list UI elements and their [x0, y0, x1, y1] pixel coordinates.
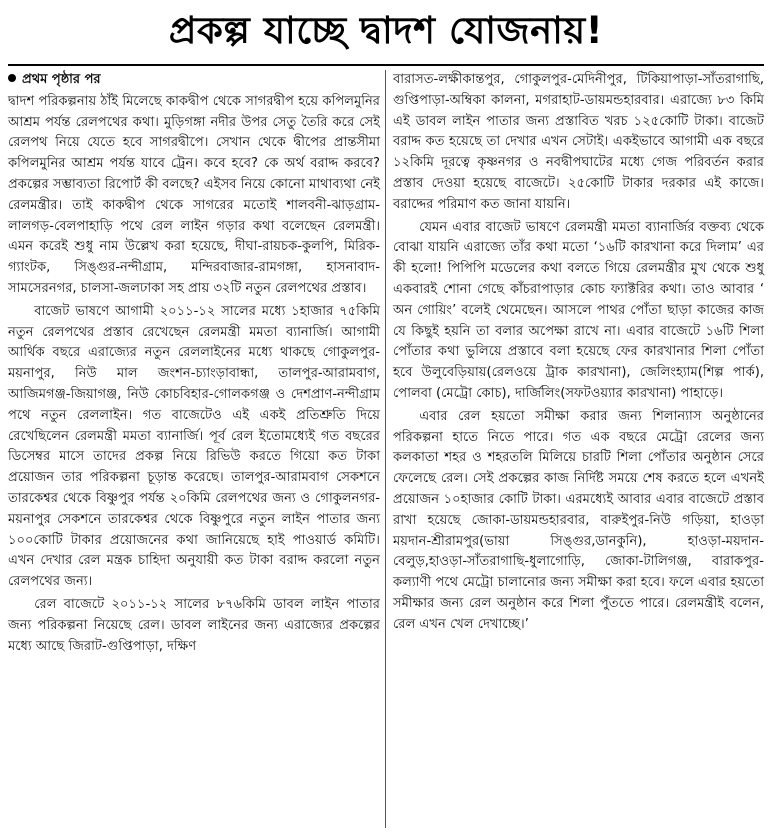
headline: প্রকল্প যাচ্ছে দ্বাদশ যোজনায়!	[168, 8, 604, 52]
paragraph: দ্বাদশ পরিকল্পনায় ঠাঁই মিলেছে কাকদ্বীপ থেকে সাগরদ্বীপ হয়ে কপিলমুনির আশ্রম পর্যন্ত রেলপথের কথা। মুড়িগঙ্গা নদীর উপর সেতু তৈরি করে সেই রেলপথ নিয়ে যেতে হবে সাগরদ্বীপে। সেখান থেকে দ্বীপের প্রান্তসীমা কপিলমুনির আশ্রম পর্যন্ত যাবে ট্রেন। কবে হবে? কে অর্থ বরাদ্দ করবে? প্রকল্পের সম্ভাব্যতা রিপোর্ট কী বলছে? এইসব নিয়ে কোনো মাথাব্যথা নেই রেলমন্ত্রীর। তাই কাকদ্বীপ থেকে সাগরের মতোই শালবনী-ঝাড়গ্রাম-লালগড়-বেলপাহাড়ি পথে রেল লাইন গড়ার কথা বলেছেন রেলমন্ত্রী। এমন করেই শুধু নাম উল্লেখ করা হয়েছে, দীঘা-রায়চক-কুলপি, মিরিক-গ্যাংটক, সিঙ্গুর-নন্দীগ্রাম, মন্দিরবাজার-রামগঙ্গা, হাসনাবাদ-সামসেরনগর, চালসা-জলঢাকা সহ প্রায় ৩২টি নতুন রেলপথের প্রস্তাব।	[8, 93, 380, 296]
paragraph: এবার রেল হয়তো সমীক্ষা করার জন্য শিলান্যাস অনুষ্ঠানের পরিকল্পনা হাতে নিতে পারে। গত এক বছরে মেট্রো রেলের জন্য কলকাতা শহর ও শহরতলি মিলিয়ে চারটি শিলা পোঁতার অনুষ্ঠান সেরে ফেলেছে রেল। সেই প্রকল্পের কাজ নির্দিষ্ট সময়ে শেষ করতে হলে এখনই প্রয়োজন ১০হাজার কোটি টাকা। এরমধ্যেই আবার এবার বাজেটে প্রস্তাব রাখা হয়েছে জোকা-ডায়মন্ডহারবার, বারুইপুর-নিউ গড়িয়া, হাওড়া ময়দান-শ্রীরামপুর(ভায়া সিঙ্গুর,ডানকুনি), হাওড়া-ময়দান-বেলুড়,হাওড়া-সাঁতরাগাছি-ধুলাগোড়ি, জোকা-টালিগঞ্জ, বারাকপুর-কল্যাণী পথে মেট্রো চালানোর জন্য সমীক্ষা করা হবে। ফলে এবার হয়তো সমীক্ষার জন্য রেল অনুষ্ঠান করে শিলা পুঁততে পারে। রেলমন্ত্রীই বলেন, রেল এখন খেল দেখাচ্ছে।’	[393, 408, 764, 632]
paragraph: রেল বাজেটে ২০১১-১২ সালের ৮৭৬কিমি ডাবল লাইন পাতার জন্য পরিকল্পনা নিয়েছে রেল। ডাবল লাইনের জন্য এরাজ্যের প্রকল্পের মধ্যে আছে জিরাট-গুপ্তিপাড়া, দক্ষিণ	[8, 596, 380, 654]
paragraph: বারাসত-লক্ষীকান্তপুর, গোকুলপুর-মেদিনীপুর, টিকিয়াপাড়া-সাঁতরাগাছি, গুপ্তিপাড়া-অম্বিকা কালনা, মগরাহাট-ডায়মন্ডহারবার। এরাজ্যে ৮৩ কিমি এই ডাবল লাইন পাতার জন্য প্রস্তাবিত খরচ ১২৫কোটি টাকা। বাজেট বরাদ্দ কত হয়েছে তা দেখার এখন সেটাই। একইভাবে আগামী এক বছরে ১২কিমি দূরত্বে কৃষ্ণনগর ও নবদ্বীপঘাটের মধ্যে গেজ পরিবর্তন করার প্রস্তাব দেওয়া হয়েছে বাজেটে। ২৫কোটি টাকার দরকার এই কাজে। বরাদ্দের পরিমাণ কত জানা যায়নি।	[393, 72, 764, 212]
column-divider	[385, 70, 386, 828]
left-column	[8, 70, 380, 657]
bullet-icon	[8, 74, 16, 82]
headline-rule	[8, 64, 764, 66]
kicker	[8, 70, 380, 91]
paragraph: যেমন এবার বাজেট ভাষণে রেলমন্ত্রী মমতা ব্যানার্জির বক্তব্য থেকে বোঝা যায়নি এরাজ্যে তাঁর কথা মতো ‘১৬টি কারখানা করে দিলাম’ এর কী হলো! পিপিপি মডেলের কথা বলতে গিয়ে রেলমন্ত্রীর মুখ থেকে শুধু একবারই শোনা গেছে কাঁচরাপাড়ার কোচ ফ্যাক্টরির কথা। তাও আবার ‘ অন গোয়িং’ বলেই থেমেছেন। আসলে পাথর পোঁতা ছাড়া কাজের কাজ যে কিছুই হয়নি তা বলার অপেক্ষা রাখে না। এবার বাজেটে ১৬টি শিলা পোঁতার কথা ভুলিয়ে প্রস্তাবে বলা হয়েছে ফের কারখানার শিলা পোঁতা হবে উলুবেড়িয়ায়(রেলওয়ে ট্রাক কারখানা), জেলিংহ্যাম(শিল্প পার্ক), পোলবা (মেট্রো কোচ), দার্জিলিং(সফটওয়্যার কারখানা) পাহাড়ে।	[393, 219, 764, 401]
paragraph: বাজেট ভাষণে আগামী ২০১১-১২ সালের মধ্যে ১হাজার ৭৫কিমি নতুন রেলপথের প্রস্তাব রেখেছেন রেলমন্ত্রী মমতা ব্যানার্জি। আগামী আর্থিক বছরে এরাজ্যের নতুন রেললাইনের মধ্যে থাকছে গোকুলপুর-ময়নাপুর, নিউ মাল জংশন-চ্যাংড়াবান্ধা, তালপুর-আরামবাগ, আজিমগঞ্জ-জিয়াগঞ্জ, নিউ কোচবিহার-গোলকগঞ্জ ও দেশপ্রাণ-নন্দীগ্রাম পথে নতুন রেললাইন। গত বাজেটেও এই একই প্রতিশ্রুতি দিয়ে রেখেছিলেন রেলমন্ত্রী মমতা ব্যানার্জি। পূর্ব রেল ইতোমধ্যেই গত বছরের ডিসেম্বর মাসে তাদের প্রকল্প নিয়ে রিভিউ করতে গিয়ো কত টাকা প্রয়োজন তার পরিকল্পনা চূড়ান্ত করেছে। তালপুর-আরামবাগ সেকশনে তারকেশ্বর থেকে বিষ্ণুপুর পর্যন্ত ২০কিমি রেলপথের জন্য ও গোকুলনগর-ময়নাপুর সেকশনে তারকেশ্বর থেকে বিষ্ণুপুরে নতুন লাইন পাতার জন্য ১০০কোটি টাকার প্রয়োজনের কথা জানিয়েছে হাই পাওয়ার্ড কমিটি। এখন দেখার রেল মন্ত্রক চাহিদা অনুযায়ী কত টাকা বরাদ্দ করলো নতুন রেলপথের জন্য।	[8, 303, 380, 590]
right-column	[393, 70, 764, 636]
kicker-text: প্রথম পৃষ্ঠার পর	[22, 72, 101, 87]
